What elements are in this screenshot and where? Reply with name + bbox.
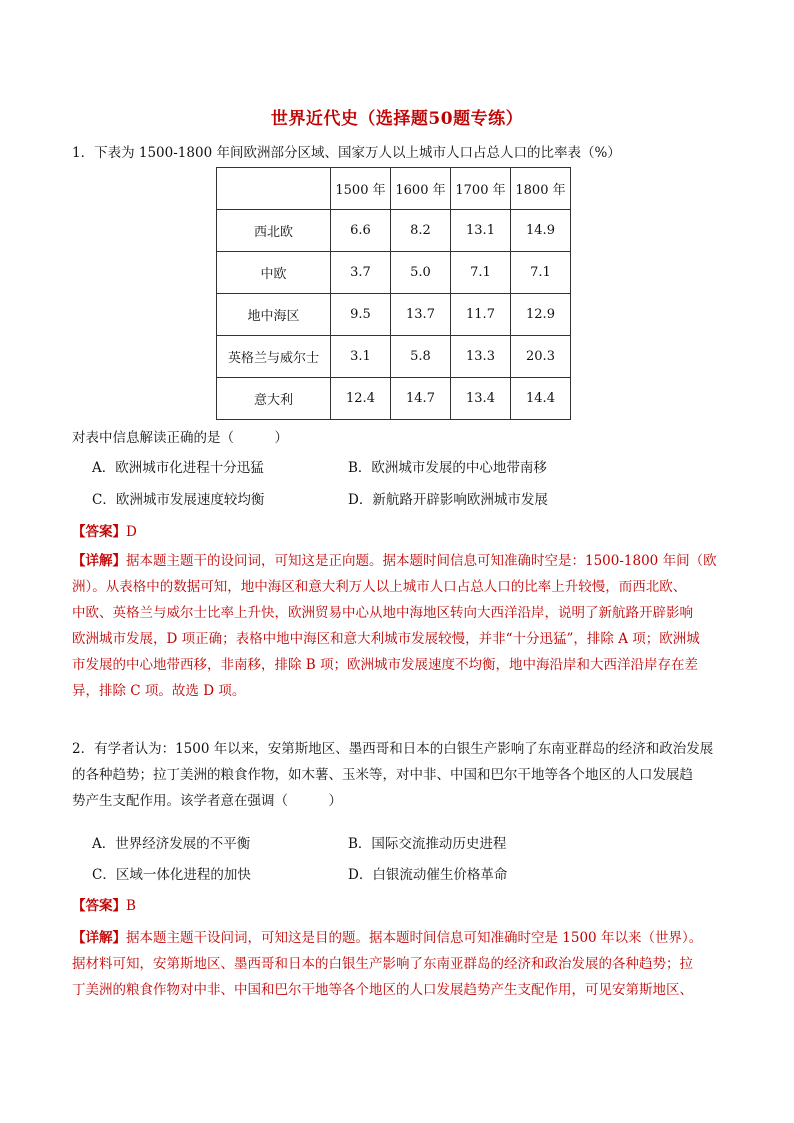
table-cell: 6.6 — [331, 210, 391, 252]
table-cell: 13.3 — [451, 336, 511, 378]
q1-option-d: D．新航路开辟影响欧洲城市发展 — [348, 492, 548, 508]
table-cell: 3.1 — [331, 336, 391, 378]
detail-line: 异，排除 C 项。故选 D 项。 — [72, 683, 246, 699]
detail-line: 丁美洲的粮食作物对中非、中国和巴尔干地等各个地区的人口发展趋势产生支配作用，可见安第斯地区、 — [72, 982, 693, 998]
q2-answer — [72, 896, 136, 916]
answer-value: B — [126, 898, 136, 914]
stem-line: 的各种趋势；拉丁美洲的粮食作物，如木薯、玉米等，对中非、中国和巴尔干地等各个地区的人口发展趋 — [72, 767, 693, 783]
answer-value: D — [126, 524, 137, 540]
table-cell: 20.3 — [511, 336, 571, 378]
table-cell: 14.7 — [391, 378, 451, 420]
q1-stem: 1．下表为 1500-1800 年间欧洲部分区域、国家万人以上城市人口占总人口的比率表（%） — [72, 145, 621, 161]
q2-option-c: C．区域一体化进程的加快 — [92, 867, 251, 883]
table-cell: 8.2 — [391, 210, 451, 252]
table-row — [217, 378, 571, 420]
q2-option-a: A．世界经济发展的不平衡 — [92, 836, 251, 852]
detail-line — [72, 925, 724, 951]
answer-label: 【答案】 — [72, 524, 126, 540]
population-table — [216, 167, 571, 420]
table-row-label: 西北欧 — [217, 210, 331, 252]
table-header-cell — [217, 168, 331, 210]
table-cell: 7.1 — [511, 252, 571, 294]
table-header-cell: 1500 年 — [331, 168, 391, 210]
table-cell: 7.1 — [451, 252, 511, 294]
answer-label: 【答案】 — [72, 898, 126, 914]
detail-line: 据材料可知，安第斯地区、墨西哥和日本的白银生产影响了东南亚群岛的经济和政治发展的各种趋势；拉 — [72, 956, 693, 972]
table-cell: 5.0 — [391, 252, 451, 294]
table-row-label: 地中海区 — [217, 294, 331, 336]
table-header-cell: 1600 年 — [391, 168, 451, 210]
table-cell: 13.4 — [451, 378, 511, 420]
q2-stem — [72, 736, 724, 814]
q2-option-b: B．国际交流推动历史进程 — [348, 836, 507, 852]
table-cell: 3.7 — [331, 252, 391, 294]
q1-detail — [72, 548, 724, 704]
table-cell: 5.8 — [391, 336, 451, 378]
stem-line: 势产生支配作用。该学者意在强调（ ） — [72, 793, 342, 809]
table-cell: 9.5 — [331, 294, 391, 336]
stem-line: 2．有学者认为：1500 年以来，安第斯地区、墨西哥和日本的白银生产影响了东南亚群岛的经济和政治发展 — [72, 741, 714, 757]
table-row — [217, 252, 571, 294]
q2-detail — [72, 925, 724, 1003]
table-cell: 12.4 — [331, 378, 391, 420]
detail-label: 【详解】 — [72, 553, 126, 569]
q1-prompt: 对表中信息解读正确的是（ ） — [72, 430, 288, 446]
q1-answer — [72, 522, 137, 542]
detail-line: 欧洲城市发展，D 项正确；表格中地中海区和意大利城市发展较慢，并非“十分迅猛”，排除 A 项；欧洲城 — [72, 631, 700, 647]
detail-text: 据本题主题干的设问词，可知这是正向题。据本题时间信息可知准确时空是：1500-1800 年间（欧 — [126, 553, 717, 569]
q1-option-b: B．欧洲城市发展的中心地带南移 — [348, 460, 547, 476]
detail-text: 据本题主题干设问词，可知这是目的题。据本题时间信息可知准确时空是 1500 年以来（世界）。 — [126, 930, 703, 946]
table-cell: 13.1 — [451, 210, 511, 252]
detail-line: 中欧、英格兰与威尔士比率上升快，欧洲贸易中心从地中海地区转向大西洋沿岸，说明了新航路开辟影响 — [72, 605, 693, 621]
table-row — [217, 294, 571, 336]
table-row-label: 中欧 — [217, 252, 331, 294]
detail-line: 市发展的中心地带西移，非南移，排除 B 项；欧洲城市发展速度不均衡，地中海沿岸和大西洋沿岸存在差 — [72, 657, 699, 673]
q1-option-c: C．欧洲城市发展速度较均衡 — [92, 492, 265, 508]
table-cell: 14.4 — [511, 378, 571, 420]
table-header-cell: 1700 年 — [451, 168, 511, 210]
table-header-cell: 1800 年 — [511, 168, 571, 210]
q2-option-d: D．白银流动催生价格革命 — [348, 867, 508, 883]
table-row — [217, 336, 571, 378]
table-header-row — [217, 168, 571, 210]
q1-option-a: A．欧洲城市化进程十分迅猛 — [92, 460, 264, 476]
table-cell: 12.9 — [511, 294, 571, 336]
detail-line: 洲）。从表格中的数据可知，地中海区和意大利万人以上城市人口占总人口的比率上升较慢，而西北欧、 — [72, 579, 687, 595]
table-cell: 11.7 — [451, 294, 511, 336]
table-cell: 14.9 — [511, 210, 571, 252]
table-row-label: 英格兰与威尔士 — [217, 336, 331, 378]
detail-line — [72, 548, 724, 574]
page-title: 世界近代史（选择题50题专练） — [270, 109, 524, 129]
table-row — [217, 210, 571, 252]
detail-label: 【详解】 — [72, 930, 126, 946]
table-cell: 13.7 — [391, 294, 451, 336]
table-row-label: 意大利 — [217, 378, 331, 420]
